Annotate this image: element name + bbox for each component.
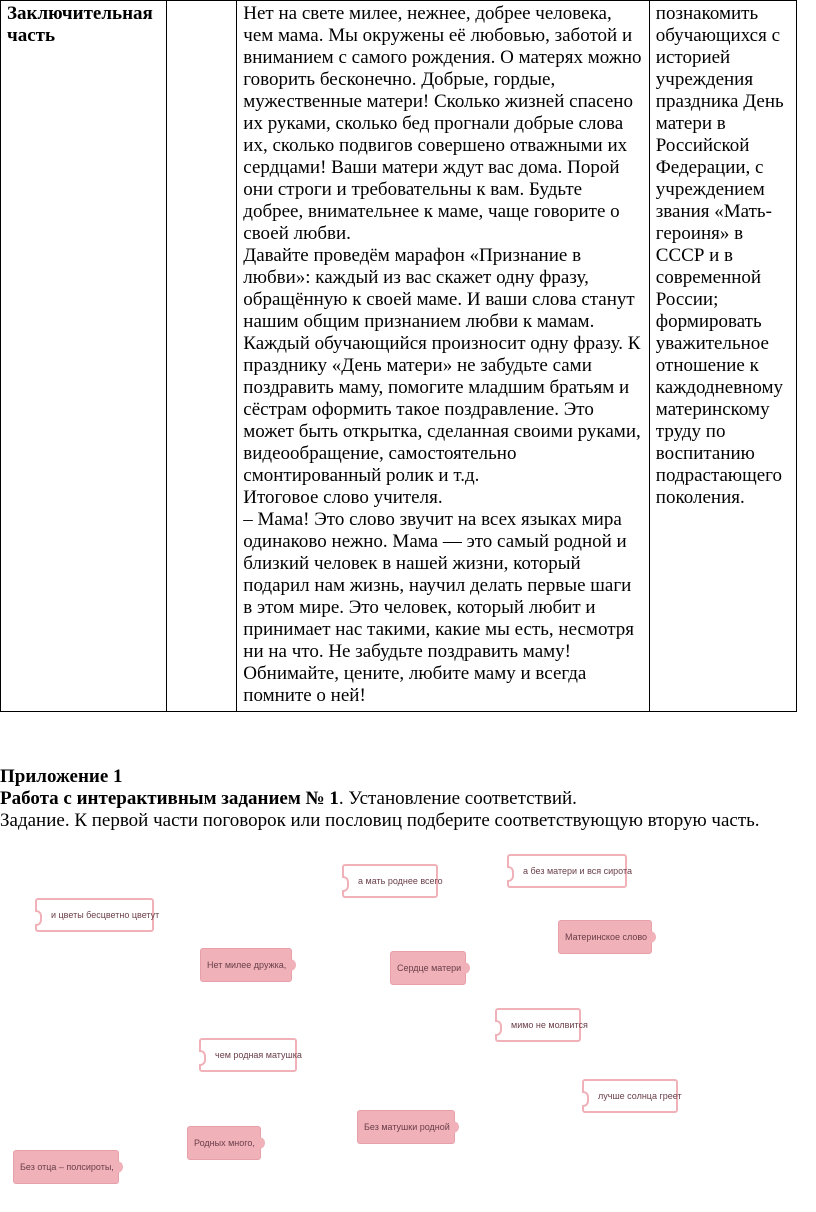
- task-heading-bold: Работа с интерактивным заданием № 1: [0, 788, 339, 809]
- task-instruction: Задание. К первой части поговорок или пословиц подберите соответствующую вторую часть.: [0, 810, 760, 831]
- puzzle-piece[interactable]: [35, 898, 160, 932]
- piece-label: Без отца – полсироты,: [20, 1162, 114, 1172]
- piece-label: мимо не молвится: [511, 1020, 588, 1030]
- piece-label: а мать роднее всего: [358, 876, 443, 886]
- piece-label: Сердце матери: [397, 963, 462, 973]
- piece-label: чем родная матушка: [215, 1050, 302, 1060]
- puzzle-piece[interactable]: [13, 1150, 119, 1184]
- content-cell: [237, 1, 650, 712]
- piece-connector: [35, 910, 42, 926]
- puzzle-piece[interactable]: [199, 1038, 302, 1072]
- piece-label: а без матери и вся сирота: [523, 866, 632, 876]
- puzzle-piece[interactable]: [342, 864, 443, 898]
- piece-label: Материнское слово: [565, 932, 648, 942]
- content-paragraph: Давайте проведём марафон «Признание в любви»: каждый из вас скажет одну фразу, обращённую к своей маме. И ваши слова станут нашим общим признанием любви к мамам.: [243, 245, 635, 332]
- puzzle-piece[interactable]: [495, 1008, 588, 1042]
- empty-cell: [167, 1, 237, 712]
- piece-connector: [582, 1091, 589, 1107]
- puzzle-piece[interactable]: [187, 1126, 261, 1160]
- content-paragraph: Итоговое слово учителя.: [243, 487, 443, 508]
- puzzle-piece[interactable]: [582, 1079, 682, 1113]
- puzzle-piece[interactable]: [507, 854, 632, 888]
- piece-connector: [507, 866, 514, 882]
- puzzle-piece[interactable]: [558, 920, 652, 954]
- content-paragraph: Нет на свете милее, нежнее, добрее человека, чем мама. Мы окружены её любовью, заботой и вниманием с самого рождения. О матерях можно говорить бесконечно. Добрые, гордые, мужественные матери! Сколько жизней спасено их руками, сколько бед прогнали добрые слова их, сколько подвигов совершено отважными их сердцами! Ваши матери ждут вас дома. Порой они строги и требовательны к вам. Будьте добрее, внимательнее к маме, чаще говорите о своей любви.: [243, 3, 642, 244]
- puzzle-piece[interactable]: [357, 1110, 455, 1144]
- puzzle-piece[interactable]: [390, 951, 466, 985]
- piece-label: лучше солнца греет: [598, 1091, 682, 1101]
- piece-label: Родных много,: [194, 1138, 255, 1148]
- piece-connector: [342, 876, 349, 892]
- piece-connector: [258, 1137, 265, 1149]
- puzzle-piece[interactable]: [200, 948, 292, 982]
- section-label-cell: Заключительная часть: [1, 1, 167, 712]
- piece-label: Нет милее дружка,: [207, 960, 287, 970]
- task-heading-rest: . Установление соответствий.: [338, 788, 577, 809]
- goals-cell: познакомить обучающихся с историей учреждения праздника День матери в Российской Федерации, с учреждением звания «Мать-героиня» в СССР и в современной России; формировать уважительное отношение к каждодневному материнскому труду по воспитанию подрастающего поколения.: [649, 1, 796, 712]
- appendix-section: [0, 766, 816, 832]
- piece-label: и цветы бесцветно цветут: [51, 910, 160, 920]
- matching-board: [0, 840, 816, 1212]
- table-row: [1, 1, 797, 712]
- piece-connector: [495, 1020, 502, 1036]
- piece-connector: [199, 1050, 206, 1066]
- piece-connector: [649, 931, 656, 943]
- piece-connector: [452, 1121, 459, 1133]
- content-paragraph: – Мама! Это слово звучит на всех языках мира одинаково нежно. Мама — это самый родной и близкий человек в нашей жизни, который подарил нам жизнь, научил делать первые шаги в этом мире. Это человек, который любит и принимает нас такими, какие мы есть, несмотря ни на что. Не забудьте поздравить маму! Обнимайте, цените, любите маму и всегда помните о ней!: [243, 509, 634, 706]
- piece-connector: [116, 1161, 123, 1173]
- task-heading: [0, 788, 816, 810]
- piece-connector: [289, 959, 296, 971]
- appendix-title: Приложение 1: [0, 766, 123, 787]
- piece-label: Без матушки родной: [364, 1122, 450, 1132]
- content-paragraph: Каждый обучающийся произносит одну фразу. К празднику «День матери» не забудьте сами поздравить маму, помогите младшим братьям и сёстрам оформить такое поздравление. Это может быть открытка, сделанная своими руками, видеообращение, самостоятельно смонтированный ролик и т.д.: [243, 333, 641, 486]
- piece-connector: [463, 962, 470, 974]
